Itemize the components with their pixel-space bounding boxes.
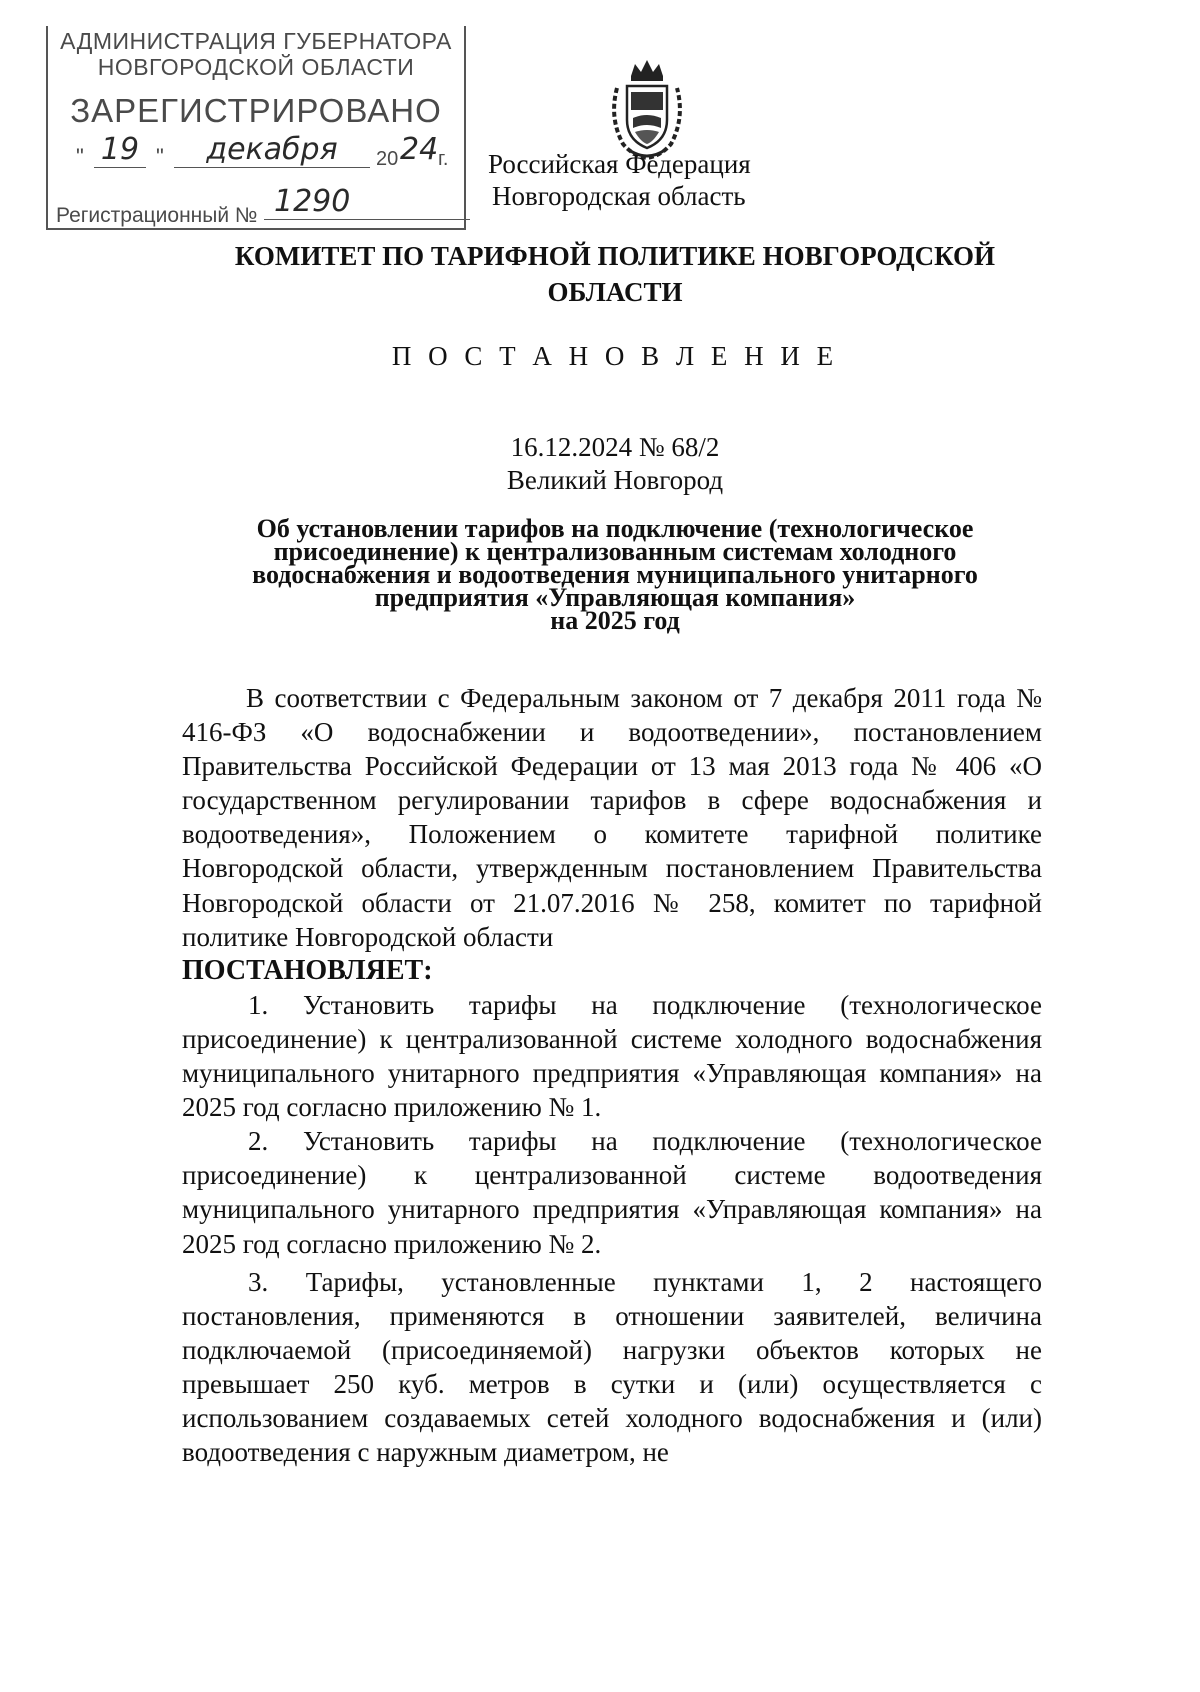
- stamp-year-char: г.: [438, 148, 449, 170]
- title-line3: водоснабжения и водоотведения муниципального унитарного: [252, 560, 978, 589]
- stamp-month: декабря: [174, 132, 370, 168]
- item-1-paragraph: 1. Установить тарифы на подключение (технологическое присоединение) к централизованной системе холодного водоснабжения муниципального унитарного предприятия «Управляющая компания» на 2025 год согласно приложению № 1.: [182, 989, 1042, 1123]
- stamp-reg-number-value: 1290: [264, 184, 470, 220]
- title-line5: на 2025 год: [550, 606, 680, 635]
- document-type: П О С Т А Н О В Л Е Н И Е: [391, 341, 839, 371]
- committee-line1: КОМИТЕТ ПО ТАРИФНОЙ ПОЛИТИКЕ НОВГОРОДСКОЙ: [234, 241, 996, 271]
- committee-line2: ОБЛАСТИ: [547, 277, 683, 307]
- stamp-org-line1: АДМИНИСТРАЦИЯ ГУБЕРНАТОРА: [60, 28, 452, 54]
- stamp-registered: ЗАРЕГИСТРИРОВАНО: [70, 92, 442, 129]
- header-country: Российская Федерация: [488, 149, 751, 179]
- stamp-quote-close: ": [156, 144, 164, 169]
- document-date-number: 16.12.2024 № 68/2: [510, 432, 720, 462]
- committee-name: [200, 238, 1030, 310]
- preamble-paragraph: В соответствии с Федеральным законом от 7 декабря 2011 года № 416-ФЗ «О водоснабжении и водоотведении», постановлением Правительства Российской Федерации от 13 мая 2013 года № 406 «О государственном регулировании тарифов в сфере водоснабжения и водоотведения», Положением о комитете тарифной политике Новгородской области, утвержденным постановлением Правительства Новгородской области от 21.07.2016 № 258, комитет по тарифной политике Новгородской области: [182, 683, 1042, 952]
- title-line1: Об установлении тарифов на подключение (технологическое: [256, 514, 974, 543]
- document-body: [182, 681, 1042, 1469]
- stamp-org-line2: НОВГОРОДСКОЙ ОБЛАСТИ: [97, 54, 415, 80]
- stamp-year-prefix: 20: [376, 148, 399, 170]
- item-3-paragraph: 3. Тарифы, установленные пунктами 1, 2 настоящего постановления, применяются в отношении заявителей, величина подключаемой (присоединяемой) нагрузки объектов которых не превышает 250 куб. метров в сутки и (или) осуществляется с использованием создаваемых сетей холодного водоснабжения и (или) водоотведения с наружным диаметром, не: [182, 1266, 1042, 1468]
- document-city: Великий Новгород: [506, 465, 724, 495]
- novgorod-coat-of-arms-icon: [603, 58, 691, 162]
- item-2-paragraph: 2. Установить тарифы на подключение (технологическое присоединение) к централизованной системе водоотведения муниципального унитарного предприятия «Управляющая компания» на 2025 год согласно приложению № 2.: [182, 1126, 1042, 1259]
- stamp-quote-open: ": [76, 144, 84, 169]
- registration-stamp: [46, 26, 466, 230]
- header-region: Новгородская область: [492, 181, 746, 211]
- title-line4: предприятия «Управляющая компания»: [374, 583, 856, 612]
- stamp-date: [76, 132, 456, 176]
- stamp-reg-number-label: Регистрационный №: [56, 204, 258, 227]
- document-title: [200, 514, 1030, 635]
- stamp-year-suffix: 24: [400, 132, 439, 167]
- decree-word: ПОСТАНОВЛЯЕТ:: [182, 954, 433, 986]
- stamp-day: 19: [94, 132, 146, 168]
- title-line2: присоединение) к централизованным системам холодного: [273, 537, 957, 566]
